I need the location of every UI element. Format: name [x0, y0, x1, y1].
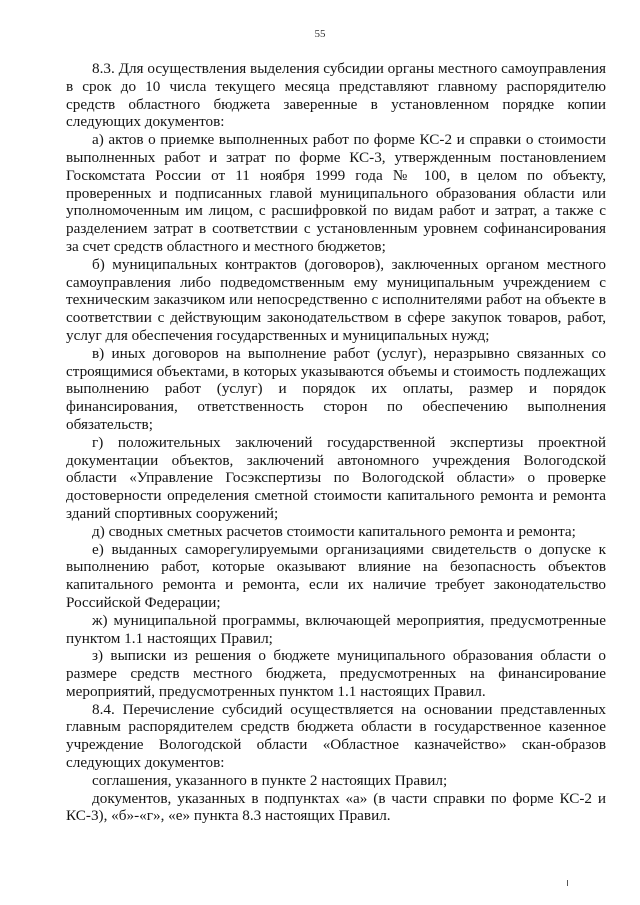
list-item-v: в) иных договоров на выполнение работ (услуг), неразрывно связанных со строящимися объектами, в которых указываются объемы и стоимость подлежащих выполнению работ (услуг) и порядок их оплаты, размер и порядок финансирования, ответственность сторон по обеспечению выполнения обязательств;	[66, 344, 606, 433]
list-item-e: е) выданных саморегулируемыми организациями свидетельств о допуске к выполнению работ, которые оказывают влияние на безопасность объектов капитального ремонта и ремонта, если их наличие требует законодательство Российской Федерации;	[66, 540, 606, 611]
page-number: 55	[314, 28, 326, 40]
list-item-zh: ж) муниципальной программы, включающей мероприятия, предусмотренные пунктом 1.1 настоящих Правил;	[66, 611, 606, 647]
list-item-agreement: соглашения, указанного в пункте 2 настоящих Правил;	[92, 771, 448, 789]
list-item-g: г) положительных заключений государственной экспертизы проектной документации объектов, заключений автономного учреждения Вологодской области «Управление Госэкспертизы по Вологодской области» о проверке достоверности определения сметной стоимости капитального ремонта и ремонта зданий спортивных сооружений;	[66, 433, 606, 522]
list-item-z: з) выписки из решения о бюджете муниципального образования области о размере средств местного бюджета, предусмотренных на финансирование мероприятий, предусмотренных пунктом 1.1 настоящих Правил.	[66, 647, 606, 700]
list-item-a: а) актов о приемке выполненных работ по форме КС-2 и справки о стоимости выполненных работ и затрат по форме КС-3, утвержденным постановлением Госкомстата России от 11 ноября 1999 года № 100, в целом по объекту, проверенных и подписанных главой муниципального образования области или уполномоченным им лицом, с расшифровкой по видам работ и затрат, а также с разделением затрат в соответствии с установленным уровнем софинансирования за счет средств областного и местного бюджетов;	[66, 131, 606, 255]
list-item-b: б) муниципальных контрактов (договоров), заключенных органом местного самоуправления либо подведомственным ему муниципальным учреждением с техническим заказчиком или непосредственно с исполнителями работ на объекте в соответствии с действующим законодательством в сфере закупок товаров, работ, услуг для обеспечения государственных и муниципальных нужд;	[66, 255, 606, 344]
document-body	[66, 60, 606, 825]
list-item-documents: документов, указанных в подпунктах «а» (в части справки по форме КС-2 и КС-3), «б»-«г», «е» пункта 8.3 настоящих Правил.	[66, 789, 606, 825]
paragraph-8-3: 8.3. Для осуществления выделения субсидии органы местного самоуправления в срок до 10 числа текущего месяца представляют главному распорядителю средств областного бюджета заверенные в установленном порядке копии следующих документов:	[66, 60, 606, 131]
scan-artifact-mark	[567, 880, 568, 886]
list-item-d: д) сводных сметных расчетов стоимости капитального ремонта и ремонта;	[92, 522, 576, 540]
paragraph-8-4: 8.4. Перечисление субсидий осуществляется на основании представленных главным распорядителем средств бюджета области в государственное казенное учреждение Вологодской области «Областное казначейство» скан-образов следующих документов:	[66, 700, 606, 772]
